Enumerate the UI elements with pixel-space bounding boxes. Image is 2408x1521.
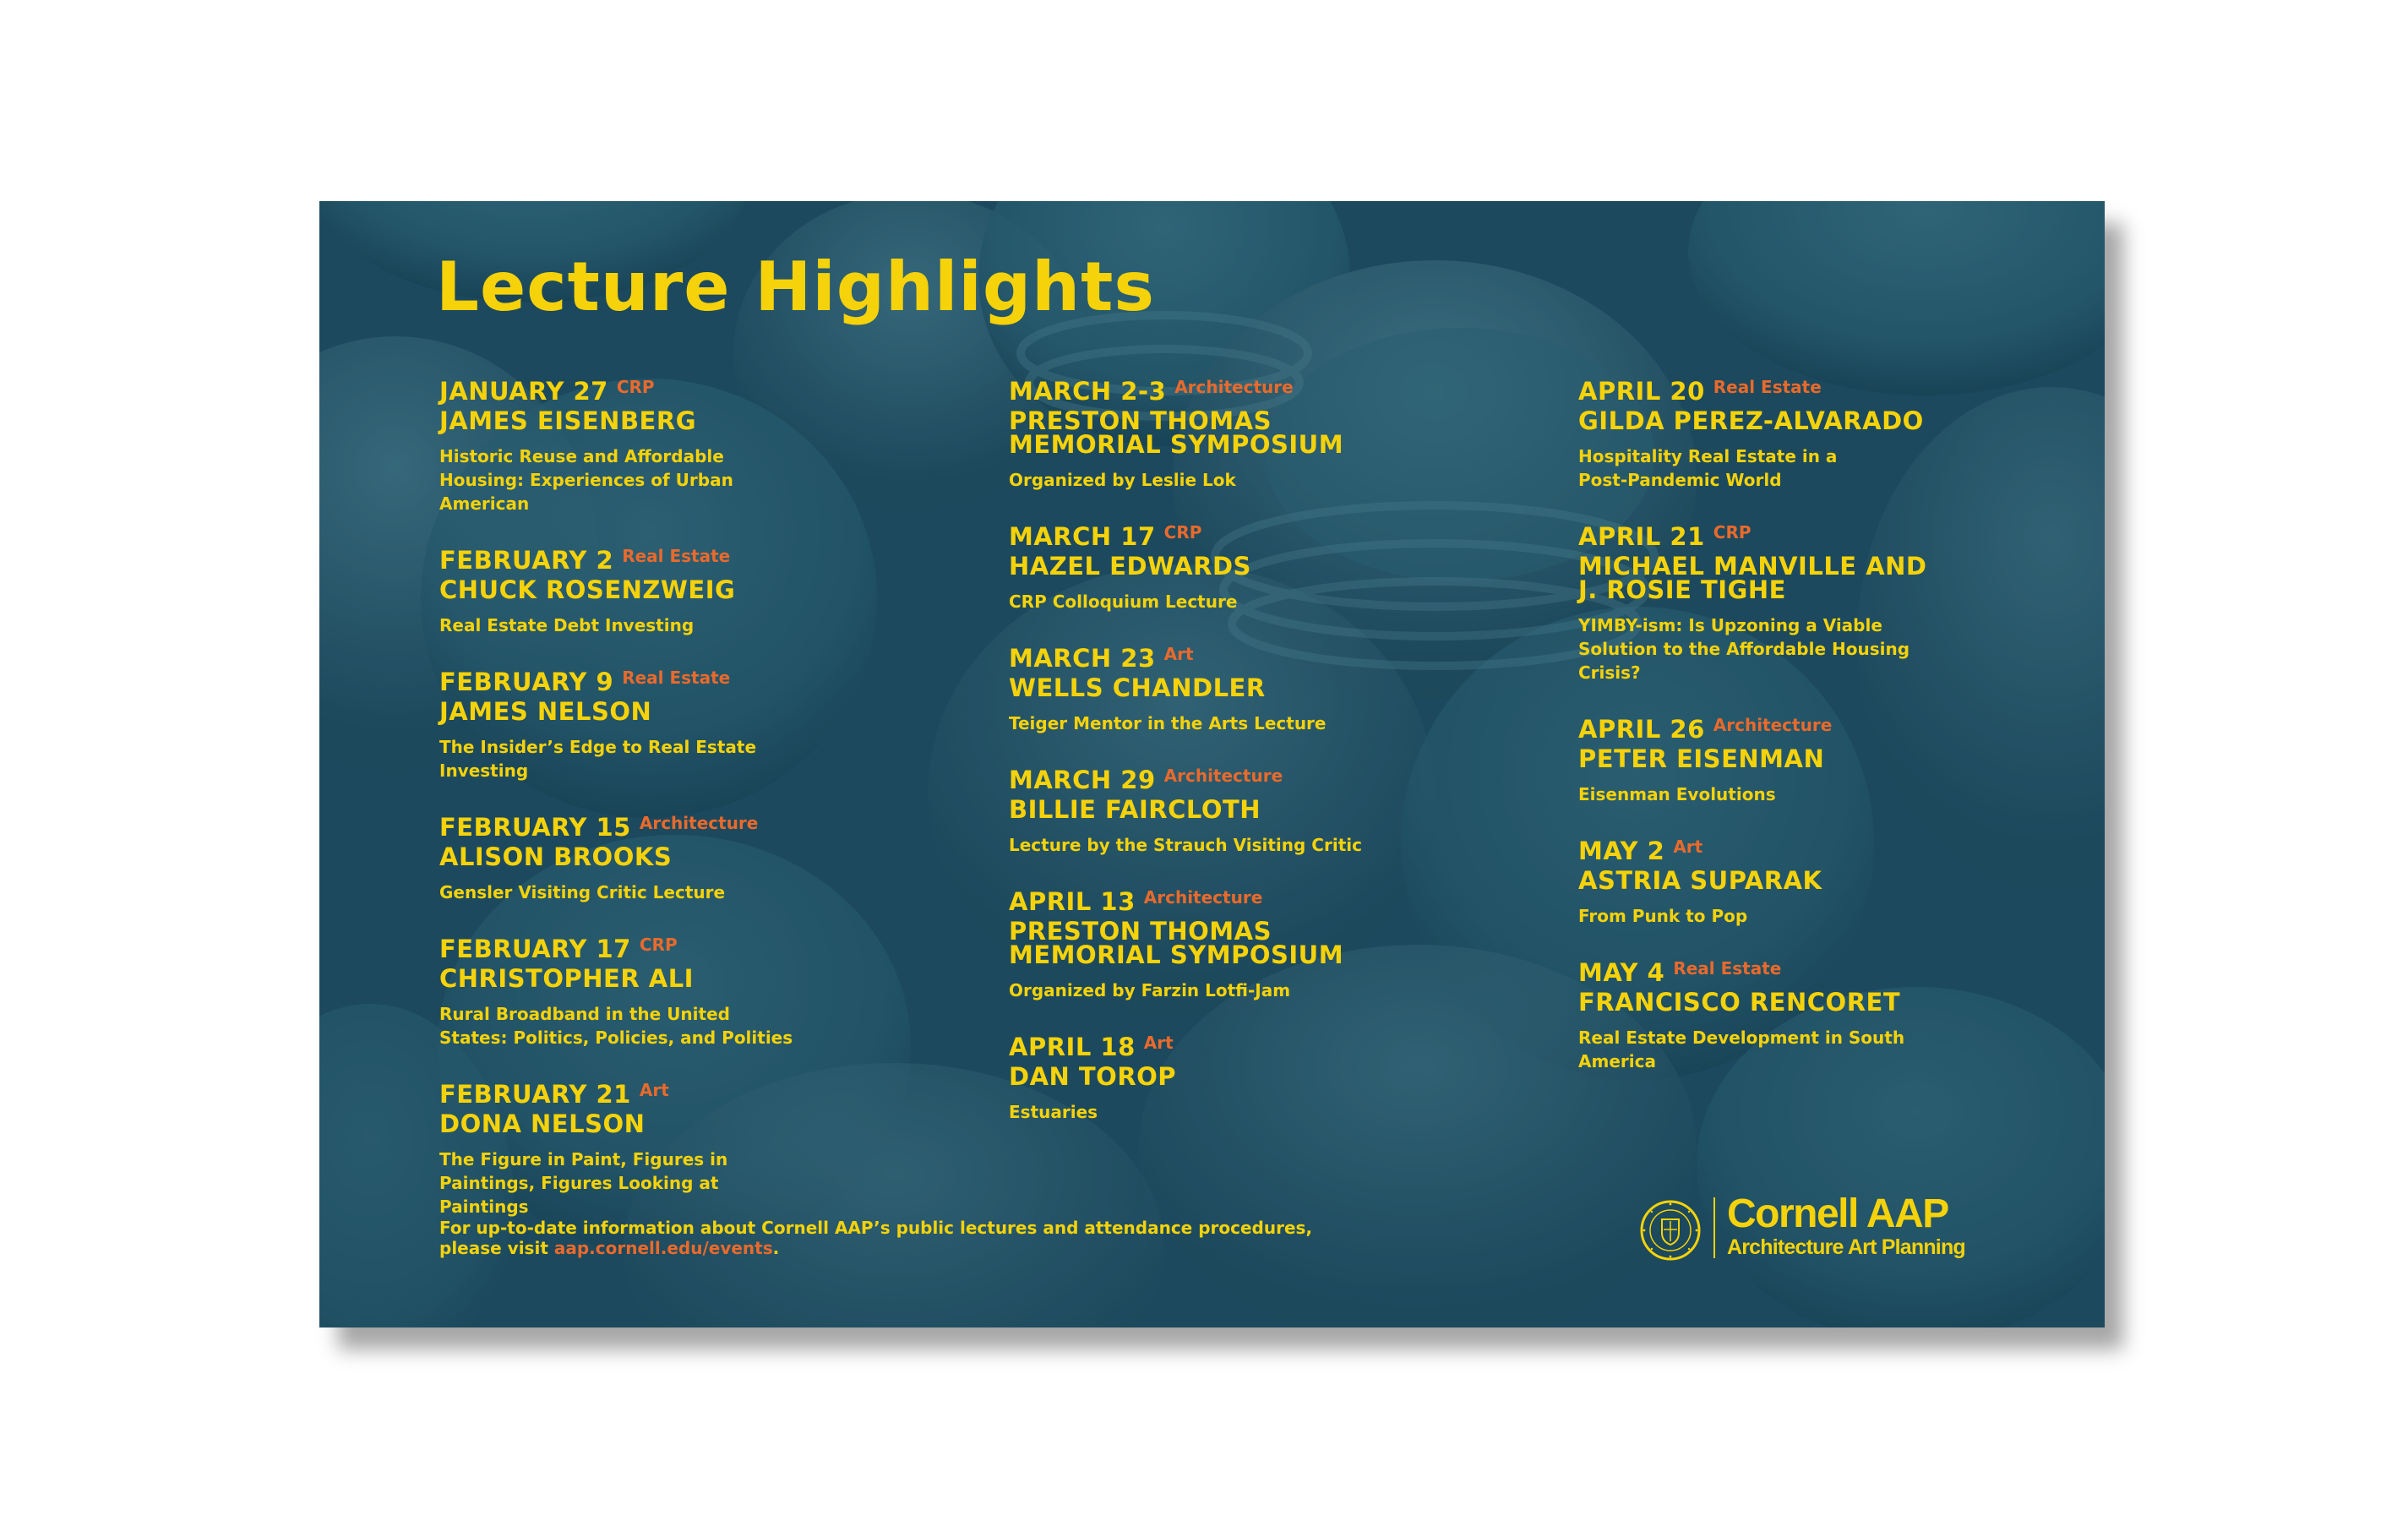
lecture-department: Architecture [1163, 766, 1283, 786]
lecture-speaker: JAMES NELSON [439, 697, 652, 726]
lecture-date: FEBRUARY 17 [439, 935, 631, 963]
lecture-column-1 [439, 374, 980, 1246]
lecture-description: CRP Colloquium Lecture [1009, 592, 1238, 612]
lecture-date: FEBRUARY 2 [439, 546, 614, 575]
lecture-item [1009, 1030, 1550, 1124]
lecture-speaker: WELLS CHANDLER [1009, 673, 1266, 702]
lecture-department: Architecture [1143, 887, 1263, 908]
lecture-description: Gensler Visiting Critic Lecture [439, 882, 726, 902]
lecture-date-row [1578, 374, 2105, 409]
lecture-department: Art [1143, 1033, 1174, 1053]
lecture-item [1009, 763, 1550, 857]
lecture-item [1578, 834, 2105, 928]
lecture-date-row [439, 543, 980, 578]
lecture-date: APRIL 20 [1578, 377, 1705, 406]
footer-text: For up-to-date information about Cornell AAP’s public lectures and attendance procedures, [439, 1218, 1313, 1238]
lecture-department: Real Estate [622, 546, 731, 566]
footer-note [439, 1218, 1453, 1258]
lecture-description: Historic Reuse and Affordable Housing: Experiences of Urban American [439, 446, 733, 514]
lecture-description: Rural Broadband in the United States: Politics, Policies, and Polities [439, 1004, 793, 1048]
logo-divider [1713, 1197, 1715, 1258]
events-link[interactable]: aap.cornell.edu/events [553, 1238, 773, 1258]
lecture-department: Architecture [639, 813, 759, 833]
lecture-speaker: FRANCISCO RENCORET [1578, 988, 1901, 1017]
lecture-date: JANUARY 27 [439, 377, 608, 406]
lecture-speaker: GILDA PEREZ-ALVARADO [1578, 406, 1924, 435]
lecture-date-row [1009, 520, 1550, 554]
lecture-date-row [1009, 1030, 1550, 1065]
lecture-date-row [1578, 834, 2105, 869]
lecture-description: Real Estate Debt Investing [439, 615, 695, 635]
footer-period: . [772, 1238, 780, 1258]
lecture-department: CRP [1163, 522, 1202, 542]
lecture-item [439, 543, 980, 637]
lecture-speaker: ASTRIA SUPARAK [1578, 866, 1822, 895]
lecture-date-row [439, 374, 980, 409]
lecture-column-3 [1578, 374, 2105, 1101]
lecture-description: The Insider’s Edge to Real Estate Investing [439, 737, 757, 781]
lecture-item [1009, 641, 1550, 735]
lecture-date-row [439, 1077, 980, 1112]
lecture-item [439, 1077, 980, 1218]
lecture-department: CRP [616, 377, 655, 397]
lecture-date: FEBRUARY 15 [439, 813, 631, 842]
lecture-date-row [1578, 520, 2105, 554]
lecture-speaker: PRESTON THOMAS MEMORIAL SYMPOSIUM [1009, 917, 1344, 969]
lecture-speaker: MICHAEL MANVILLE AND J. ROSIE TIGHE [1578, 552, 1927, 604]
lecture-item [439, 665, 980, 782]
page-title: Lecture Highlights [436, 248, 1155, 326]
lecture-date-row [439, 665, 980, 700]
lecture-item [1578, 956, 2105, 1073]
lecture-date: MARCH 29 [1009, 766, 1156, 794]
lecture-date-row [1009, 374, 1550, 409]
lecture-description: Lecture by the Strauch Visiting Critic [1009, 835, 1362, 855]
lecture-item [1578, 712, 2105, 806]
lecture-description: From Punk to Pop [1578, 906, 1748, 926]
lecture-department: Art [1673, 837, 1703, 857]
lecture-date: MARCH 17 [1009, 522, 1156, 551]
lecture-department: CRP [639, 935, 678, 955]
lecture-description: Organized by Farzin Lotfi-Jam [1009, 980, 1291, 1000]
lecture-item [439, 810, 980, 904]
lecture-date: APRIL 18 [1009, 1033, 1136, 1061]
lecture-column-2 [1009, 374, 1550, 1152]
lecture-item [1009, 374, 1550, 492]
lecture-department: Art [1163, 644, 1194, 664]
lecture-date: APRIL 26 [1578, 715, 1705, 744]
lecture-speaker: DAN TOROP [1009, 1062, 1177, 1091]
lecture-date: FEBRUARY 21 [439, 1080, 631, 1109]
lecture-date: MAY 4 [1578, 958, 1665, 987]
lecture-date-row [439, 810, 980, 845]
lecture-date: APRIL 13 [1009, 887, 1136, 916]
lecture-item [439, 374, 980, 515]
lecture-date: FEBRUARY 9 [439, 668, 614, 696]
cornell-aap-logo [1639, 1191, 1994, 1262]
lecture-description: Real Estate Development in South America [1578, 1028, 1905, 1071]
lecture-department: Architecture [1174, 377, 1294, 397]
lecture-date-row [1578, 712, 2105, 747]
lecture-poster [319, 201, 2105, 1327]
cornell-seal-icon [1639, 1199, 1702, 1262]
lecture-date-row [1009, 763, 1550, 798]
lecture-speaker: JAMES EISENBERG [439, 406, 696, 435]
lecture-speaker: BILLIE FAIRCLOTH [1009, 795, 1261, 824]
lecture-speaker: PETER EISENMAN [1578, 744, 1825, 773]
lecture-department: Architecture [1713, 715, 1833, 735]
lecture-date-row [439, 932, 980, 967]
logo-name: Cornell AAP [1727, 1191, 1948, 1236]
lecture-date: MAY 2 [1578, 837, 1665, 865]
lecture-speaker: CHUCK ROSENZWEIG [439, 575, 736, 604]
footer-text-line2: please visit [439, 1238, 548, 1258]
lecture-description: Teiger Mentor in the Arts Lecture [1009, 713, 1327, 733]
lecture-department: Art [639, 1080, 669, 1100]
lecture-description: Estuaries [1009, 1102, 1098, 1122]
lecture-date: MARCH 23 [1009, 644, 1156, 673]
lecture-item [1009, 885, 1550, 1002]
lecture-speaker: CHRISTOPHER ALI [439, 964, 694, 993]
lecture-department: Real Estate [622, 668, 731, 688]
lecture-item [1009, 520, 1550, 613]
lecture-speaker: ALISON BROOKS [439, 842, 673, 871]
lecture-item [1578, 374, 2105, 492]
lecture-description: The Figure in Paint, Figures in Paintings, Figures Looking at Paintings [439, 1149, 728, 1217]
lecture-item [1578, 520, 2105, 684]
lecture-description: Eisenman Evolutions [1578, 784, 1776, 804]
lecture-item [439, 932, 980, 1049]
lecture-speaker: HAZEL EDWARDS [1009, 552, 1251, 581]
lecture-speaker: PRESTON THOMAS MEMORIAL SYMPOSIUM [1009, 406, 1344, 459]
lecture-date-row [1009, 885, 1550, 919]
lecture-date-row [1578, 956, 2105, 990]
lecture-speaker: DONA NELSON [439, 1109, 646, 1138]
lecture-date-row [1009, 641, 1550, 676]
lecture-department: Real Estate [1673, 958, 1782, 979]
logo-tagline: Architecture Art Planning [1727, 1235, 1965, 1259]
lecture-description: Hospitality Real Estate in a Post-Pandemic World [1578, 446, 1838, 490]
lecture-description: Organized by Leslie Lok [1009, 470, 1236, 490]
lecture-description: YIMBY-ism: Is Upzoning a Viable Solution to the Affordable Housing Crisis? [1578, 615, 1910, 683]
lecture-date: APRIL 21 [1578, 522, 1705, 551]
lecture-department: CRP [1713, 522, 1752, 542]
lecture-department: Real Estate [1713, 377, 1822, 397]
lecture-date: MARCH 2-3 [1009, 377, 1167, 406]
